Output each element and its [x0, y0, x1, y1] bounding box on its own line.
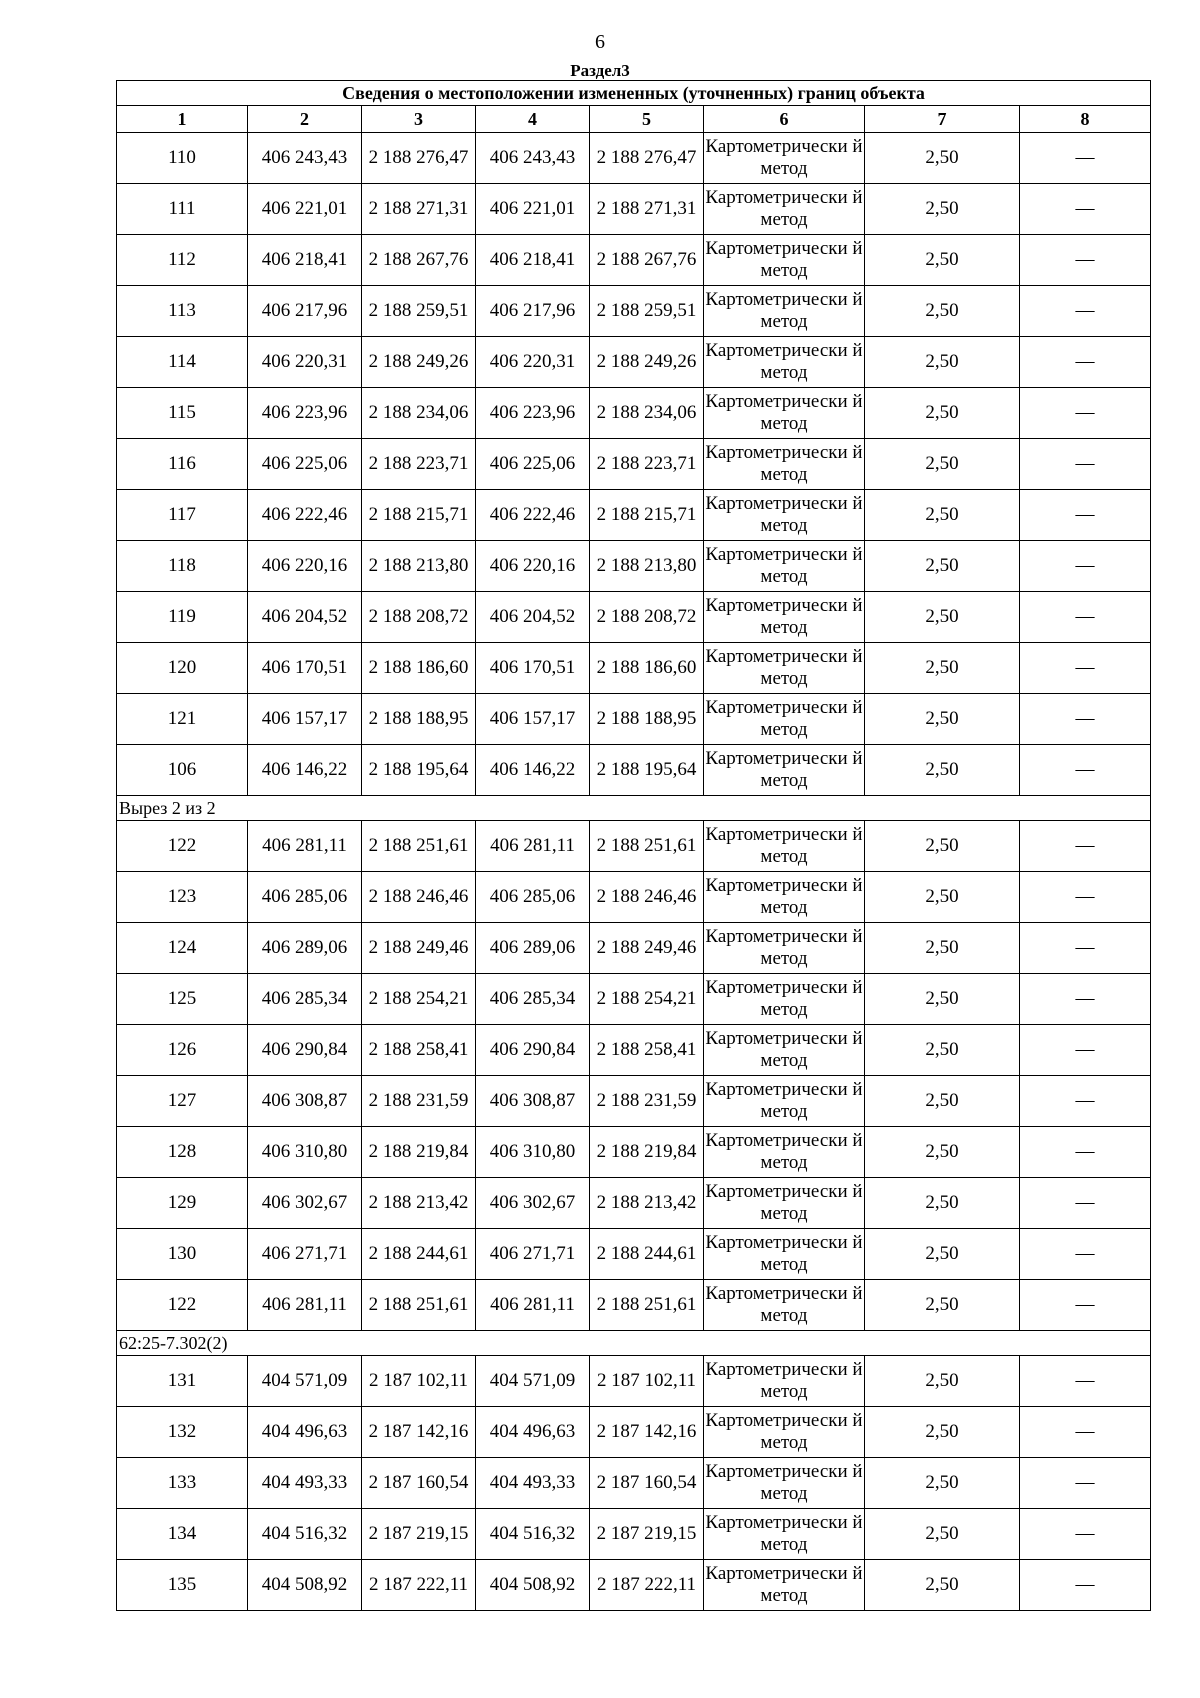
accuracy-cell: 2,50 — [865, 974, 1020, 1025]
y-old-cell: 2 188 271,31 — [362, 184, 476, 235]
column-number: 1 — [117, 106, 248, 133]
table-row — [117, 1458, 1151, 1509]
group-heading: Вырез 2 из 2 — [117, 796, 1151, 821]
y-new-cell: 2 188 219,84 — [590, 1127, 704, 1178]
description-cell: — — [1020, 184, 1151, 235]
y-new-cell: 2 188 249,26 — [590, 337, 704, 388]
point-number-cell: 122 — [117, 1280, 248, 1331]
x-old-cell: 406 310,80 — [248, 1127, 362, 1178]
x-old-cell: 406 225,06 — [248, 439, 362, 490]
table-row — [117, 541, 1151, 592]
y-new-cell: 2 188 267,76 — [590, 235, 704, 286]
y-new-cell: 2 188 249,46 — [590, 923, 704, 974]
column-number: 4 — [476, 106, 590, 133]
accuracy-cell: 2,50 — [865, 821, 1020, 872]
x-new-cell: 406 290,84 — [476, 1025, 590, 1076]
accuracy-cell: 2,50 — [865, 1076, 1020, 1127]
accuracy-cell: 2,50 — [865, 1560, 1020, 1611]
x-old-cell: 406 220,16 — [248, 541, 362, 592]
table-row — [117, 1025, 1151, 1076]
y-new-cell: 2 188 231,59 — [590, 1076, 704, 1127]
x-old-cell: 406 271,71 — [248, 1229, 362, 1280]
page-number: 6 — [595, 31, 605, 53]
table-row — [117, 1076, 1151, 1127]
point-number-cell: 118 — [117, 541, 248, 592]
point-number-cell: 133 — [117, 1458, 248, 1509]
x-new-cell: 406 204,52 — [476, 592, 590, 643]
table-row — [117, 1407, 1151, 1458]
method-cell: Картометрически й метод — [704, 1280, 865, 1331]
y-new-cell: 2 188 186,60 — [590, 643, 704, 694]
description-cell: — — [1020, 439, 1151, 490]
y-old-cell: 2 188 267,76 — [362, 235, 476, 286]
x-new-cell: 404 496,63 — [476, 1407, 590, 1458]
y-old-cell: 2 188 223,71 — [362, 439, 476, 490]
point-number-cell: 126 — [117, 1025, 248, 1076]
x-new-cell: 406 308,87 — [476, 1076, 590, 1127]
column-number: 2 — [248, 106, 362, 133]
x-new-cell: 406 285,34 — [476, 974, 590, 1025]
point-number-cell: 127 — [117, 1076, 248, 1127]
y-new-cell: 2 188 188,95 — [590, 694, 704, 745]
y-new-cell: 2 188 195,64 — [590, 745, 704, 796]
x-new-cell: 406 221,01 — [476, 184, 590, 235]
x-old-cell: 406 281,11 — [248, 821, 362, 872]
x-new-cell: 406 271,71 — [476, 1229, 590, 1280]
accuracy-cell: 2,50 — [865, 643, 1020, 694]
x-new-cell: 406 310,80 — [476, 1127, 590, 1178]
x-new-cell: 406 281,11 — [476, 1280, 590, 1331]
x-old-cell: 406 146,22 — [248, 745, 362, 796]
y-new-cell: 2 188 234,06 — [590, 388, 704, 439]
x-old-cell: 406 243,43 — [248, 133, 362, 184]
point-number-cell: 106 — [117, 745, 248, 796]
y-old-cell: 2 188 249,26 — [362, 337, 476, 388]
y-old-cell: 2 188 219,84 — [362, 1127, 476, 1178]
x-new-cell: 406 218,41 — [476, 235, 590, 286]
y-old-cell: 2 188 234,06 — [362, 388, 476, 439]
accuracy-cell: 2,50 — [865, 1458, 1020, 1509]
point-number-cell: 116 — [117, 439, 248, 490]
x-old-cell: 404 571,09 — [248, 1356, 362, 1407]
y-old-cell: 2 187 219,15 — [362, 1509, 476, 1560]
method-cell: Картометрически й метод — [704, 821, 865, 872]
point-number-cell: 113 — [117, 286, 248, 337]
y-new-cell: 2 188 208,72 — [590, 592, 704, 643]
point-number-cell: 114 — [117, 337, 248, 388]
section-title: Раздел3 — [570, 61, 630, 80]
y-old-cell: 2 187 142,16 — [362, 1407, 476, 1458]
point-number-cell: 122 — [117, 821, 248, 872]
table-row — [117, 1178, 1151, 1229]
column-number: 8 — [1020, 106, 1151, 133]
table-caption-row — [117, 81, 1151, 106]
description-cell: — — [1020, 1407, 1151, 1458]
x-old-cell: 406 289,06 — [248, 923, 362, 974]
x-old-cell: 404 516,32 — [248, 1509, 362, 1560]
y-old-cell: 2 188 244,61 — [362, 1229, 476, 1280]
point-number-cell: 111 — [117, 184, 248, 235]
y-old-cell: 2 188 254,21 — [362, 974, 476, 1025]
table-row — [117, 974, 1151, 1025]
x-new-cell: 406 220,31 — [476, 337, 590, 388]
y-old-cell: 2 187 102,11 — [362, 1356, 476, 1407]
table-row — [117, 184, 1151, 235]
table-row — [117, 694, 1151, 745]
y-old-cell: 2 188 251,61 — [362, 1280, 476, 1331]
point-number-cell: 129 — [117, 1178, 248, 1229]
description-cell: — — [1020, 1127, 1151, 1178]
table-row — [117, 235, 1151, 286]
accuracy-cell: 2,50 — [865, 1280, 1020, 1331]
method-cell: Картометрически й метод — [704, 1229, 865, 1280]
point-number-cell: 123 — [117, 872, 248, 923]
accuracy-cell: 2,50 — [865, 694, 1020, 745]
x-old-cell: 406 222,46 — [248, 490, 362, 541]
y-old-cell: 2 188 188,95 — [362, 694, 476, 745]
accuracy-cell: 2,50 — [865, 541, 1020, 592]
accuracy-cell: 2,50 — [865, 337, 1020, 388]
table-row — [117, 1127, 1151, 1178]
y-old-cell: 2 188 213,42 — [362, 1178, 476, 1229]
x-old-cell: 406 204,52 — [248, 592, 362, 643]
y-old-cell: 2 187 160,54 — [362, 1458, 476, 1509]
x-new-cell: 406 225,06 — [476, 439, 590, 490]
point-number-cell: 134 — [117, 1509, 248, 1560]
x-new-cell: 406 289,06 — [476, 923, 590, 974]
description-cell: — — [1020, 821, 1151, 872]
accuracy-cell: 2,50 — [865, 235, 1020, 286]
x-new-cell: 406 170,51 — [476, 643, 590, 694]
description-cell: — — [1020, 974, 1151, 1025]
x-new-cell: 406 220,16 — [476, 541, 590, 592]
x-old-cell: 406 308,87 — [248, 1076, 362, 1127]
x-old-cell: 406 220,31 — [248, 337, 362, 388]
table-body — [117, 133, 1151, 1611]
point-number-cell: 120 — [117, 643, 248, 694]
method-cell: Картометрически й метод — [704, 439, 865, 490]
table-row — [117, 872, 1151, 923]
x-old-cell: 406 217,96 — [248, 286, 362, 337]
table-row — [117, 133, 1151, 184]
x-new-cell: 406 281,11 — [476, 821, 590, 872]
point-number-cell: 121 — [117, 694, 248, 745]
accuracy-cell: 2,50 — [865, 1025, 1020, 1076]
x-old-cell: 406 170,51 — [248, 643, 362, 694]
description-cell: — — [1020, 694, 1151, 745]
column-number: 3 — [362, 106, 476, 133]
description-cell: — — [1020, 1509, 1151, 1560]
x-old-cell: 404 508,92 — [248, 1560, 362, 1611]
x-new-cell: 404 516,32 — [476, 1509, 590, 1560]
method-cell: Картометрически й метод — [704, 1407, 865, 1458]
column-number-row — [117, 106, 1151, 133]
description-cell: — — [1020, 1560, 1151, 1611]
accuracy-cell: 2,50 — [865, 133, 1020, 184]
point-number-cell: 115 — [117, 388, 248, 439]
accuracy-cell: 2,50 — [865, 1229, 1020, 1280]
x-old-cell: 404 496,63 — [248, 1407, 362, 1458]
point-number-cell: 117 — [117, 490, 248, 541]
accuracy-cell: 2,50 — [865, 1407, 1020, 1458]
table-row — [117, 745, 1151, 796]
y-old-cell: 2 188 276,47 — [362, 133, 476, 184]
description-cell: — — [1020, 1178, 1151, 1229]
accuracy-cell: 2,50 — [865, 1127, 1020, 1178]
boundary-coordinates-table — [116, 80, 1151, 1611]
x-new-cell: 406 222,46 — [476, 490, 590, 541]
description-cell: — — [1020, 1076, 1151, 1127]
x-old-cell: 406 281,11 — [248, 1280, 362, 1331]
table-caption: Сведения о местоположении измененных (уточненных) границ объекта — [117, 81, 1151, 106]
method-cell: Картометрически й метод — [704, 1509, 865, 1560]
x-old-cell: 406 218,41 — [248, 235, 362, 286]
method-cell: Картометрически й метод — [704, 694, 865, 745]
y-new-cell: 2 188 244,61 — [590, 1229, 704, 1280]
table-row — [117, 337, 1151, 388]
x-old-cell: 404 493,33 — [248, 1458, 362, 1509]
table-row — [117, 439, 1151, 490]
y-old-cell: 2 188 231,59 — [362, 1076, 476, 1127]
method-cell: Картометрически й метод — [704, 1025, 865, 1076]
description-cell: — — [1020, 872, 1151, 923]
table-row — [117, 490, 1151, 541]
description-cell: — — [1020, 923, 1151, 974]
y-new-cell: 2 188 251,61 — [590, 821, 704, 872]
description-cell: — — [1020, 133, 1151, 184]
point-number-cell: 131 — [117, 1356, 248, 1407]
description-cell: — — [1020, 337, 1151, 388]
accuracy-cell: 2,50 — [865, 184, 1020, 235]
method-cell: Картометрически й метод — [704, 541, 865, 592]
y-new-cell: 2 188 254,21 — [590, 974, 704, 1025]
x-old-cell: 406 285,34 — [248, 974, 362, 1025]
method-cell: Картометрически й метод — [704, 643, 865, 694]
y-new-cell: 2 187 160,54 — [590, 1458, 704, 1509]
description-cell: — — [1020, 388, 1151, 439]
method-cell: Картометрически й метод — [704, 286, 865, 337]
description-cell: — — [1020, 1025, 1151, 1076]
table-row — [117, 592, 1151, 643]
table-row — [117, 643, 1151, 694]
x-old-cell: 406 290,84 — [248, 1025, 362, 1076]
y-new-cell: 2 188 276,47 — [590, 133, 704, 184]
method-cell: Картометрически й метод — [704, 1076, 865, 1127]
accuracy-cell: 2,50 — [865, 1509, 1020, 1560]
x-new-cell: 404 493,33 — [476, 1458, 590, 1509]
y-new-cell: 2 188 251,61 — [590, 1280, 704, 1331]
y-new-cell: 2 188 246,46 — [590, 872, 704, 923]
method-cell: Картометрически й метод — [704, 235, 865, 286]
y-new-cell: 2 187 219,15 — [590, 1509, 704, 1560]
x-new-cell: 406 223,96 — [476, 388, 590, 439]
column-number: 7 — [865, 106, 1020, 133]
point-number-cell: 130 — [117, 1229, 248, 1280]
point-number-cell: 119 — [117, 592, 248, 643]
method-cell: Картометрически й метод — [704, 974, 865, 1025]
y-old-cell: 2 187 222,11 — [362, 1560, 476, 1611]
description-cell: — — [1020, 745, 1151, 796]
description-cell: — — [1020, 1458, 1151, 1509]
description-cell: — — [1020, 1280, 1151, 1331]
method-cell: Картометрически й метод — [704, 872, 865, 923]
point-number-cell: 135 — [117, 1560, 248, 1611]
x-new-cell: 406 217,96 — [476, 286, 590, 337]
point-number-cell: 124 — [117, 923, 248, 974]
y-old-cell: 2 188 246,46 — [362, 872, 476, 923]
method-cell: Картометрически й метод — [704, 184, 865, 235]
y-old-cell: 2 188 251,61 — [362, 821, 476, 872]
y-old-cell: 2 188 215,71 — [362, 490, 476, 541]
y-old-cell: 2 188 195,64 — [362, 745, 476, 796]
y-new-cell: 2 187 102,11 — [590, 1356, 704, 1407]
point-number-cell: 132 — [117, 1407, 248, 1458]
point-number-cell: 110 — [117, 133, 248, 184]
column-number: 5 — [590, 106, 704, 133]
y-new-cell: 2 188 215,71 — [590, 490, 704, 541]
y-new-cell: 2 188 223,71 — [590, 439, 704, 490]
method-cell: Картометрически й метод — [704, 1458, 865, 1509]
method-cell: Картометрически й метод — [704, 592, 865, 643]
method-cell: Картометрически й метод — [704, 923, 865, 974]
y-old-cell: 2 188 258,41 — [362, 1025, 476, 1076]
y-new-cell: 2 188 213,80 — [590, 541, 704, 592]
description-cell: — — [1020, 643, 1151, 694]
description-cell: — — [1020, 235, 1151, 286]
x-old-cell: 406 285,06 — [248, 872, 362, 923]
point-number-cell: 125 — [117, 974, 248, 1025]
y-old-cell: 2 188 213,80 — [362, 541, 476, 592]
y-new-cell: 2 187 142,16 — [590, 1407, 704, 1458]
accuracy-cell: 2,50 — [865, 388, 1020, 439]
column-number: 6 — [704, 106, 865, 133]
description-cell: — — [1020, 592, 1151, 643]
method-cell: Картометрически й метод — [704, 1127, 865, 1178]
accuracy-cell: 2,50 — [865, 872, 1020, 923]
accuracy-cell: 2,50 — [865, 745, 1020, 796]
point-number-cell: 128 — [117, 1127, 248, 1178]
x-new-cell: 406 146,22 — [476, 745, 590, 796]
y-old-cell: 2 188 259,51 — [362, 286, 476, 337]
x-old-cell: 406 302,67 — [248, 1178, 362, 1229]
method-cell: Картометрически й метод — [704, 133, 865, 184]
group-heading-row — [117, 796, 1151, 821]
x-old-cell: 406 223,96 — [248, 388, 362, 439]
accuracy-cell: 2,50 — [865, 439, 1020, 490]
table-row — [117, 1229, 1151, 1280]
point-number-cell: 112 — [117, 235, 248, 286]
y-new-cell: 2 187 222,11 — [590, 1560, 704, 1611]
y-old-cell: 2 188 208,72 — [362, 592, 476, 643]
description-cell: — — [1020, 490, 1151, 541]
table-row — [117, 1280, 1151, 1331]
table-row — [117, 286, 1151, 337]
x-old-cell: 406 221,01 — [248, 184, 362, 235]
method-cell: Картометрически й метод — [704, 1560, 865, 1611]
y-new-cell: 2 188 213,42 — [590, 1178, 704, 1229]
accuracy-cell: 2,50 — [865, 923, 1020, 974]
table-row — [117, 1356, 1151, 1407]
description-cell: — — [1020, 286, 1151, 337]
method-cell: Картометрически й метод — [704, 745, 865, 796]
y-old-cell: 2 188 186,60 — [362, 643, 476, 694]
accuracy-cell: 2,50 — [865, 1356, 1020, 1407]
method-cell: Картометрически й метод — [704, 388, 865, 439]
x-old-cell: 406 157,17 — [248, 694, 362, 745]
description-cell: — — [1020, 1229, 1151, 1280]
x-new-cell: 406 302,67 — [476, 1178, 590, 1229]
method-cell: Картометрически й метод — [704, 1356, 865, 1407]
x-new-cell: 406 157,17 — [476, 694, 590, 745]
x-new-cell: 404 571,09 — [476, 1356, 590, 1407]
group-heading: 62:25-7.302(2) — [117, 1331, 1151, 1356]
accuracy-cell: 2,50 — [865, 1178, 1020, 1229]
y-new-cell: 2 188 259,51 — [590, 286, 704, 337]
x-new-cell: 406 243,43 — [476, 133, 590, 184]
accuracy-cell: 2,50 — [865, 490, 1020, 541]
accuracy-cell: 2,50 — [865, 286, 1020, 337]
y-new-cell: 2 188 271,31 — [590, 184, 704, 235]
method-cell: Картометрически й метод — [704, 490, 865, 541]
accuracy-cell: 2,50 — [865, 592, 1020, 643]
x-new-cell: 406 285,06 — [476, 872, 590, 923]
table-row — [117, 923, 1151, 974]
x-new-cell: 404 508,92 — [476, 1560, 590, 1611]
description-cell: — — [1020, 1356, 1151, 1407]
group-heading-row — [117, 1331, 1151, 1356]
y-old-cell: 2 188 249,46 — [362, 923, 476, 974]
description-cell: — — [1020, 541, 1151, 592]
table-row — [117, 1560, 1151, 1611]
table-row — [117, 388, 1151, 439]
method-cell: Картометрически й метод — [704, 1178, 865, 1229]
table-row — [117, 821, 1151, 872]
table-row — [117, 1509, 1151, 1560]
y-new-cell: 2 188 258,41 — [590, 1025, 704, 1076]
method-cell: Картометрически й метод — [704, 337, 865, 388]
